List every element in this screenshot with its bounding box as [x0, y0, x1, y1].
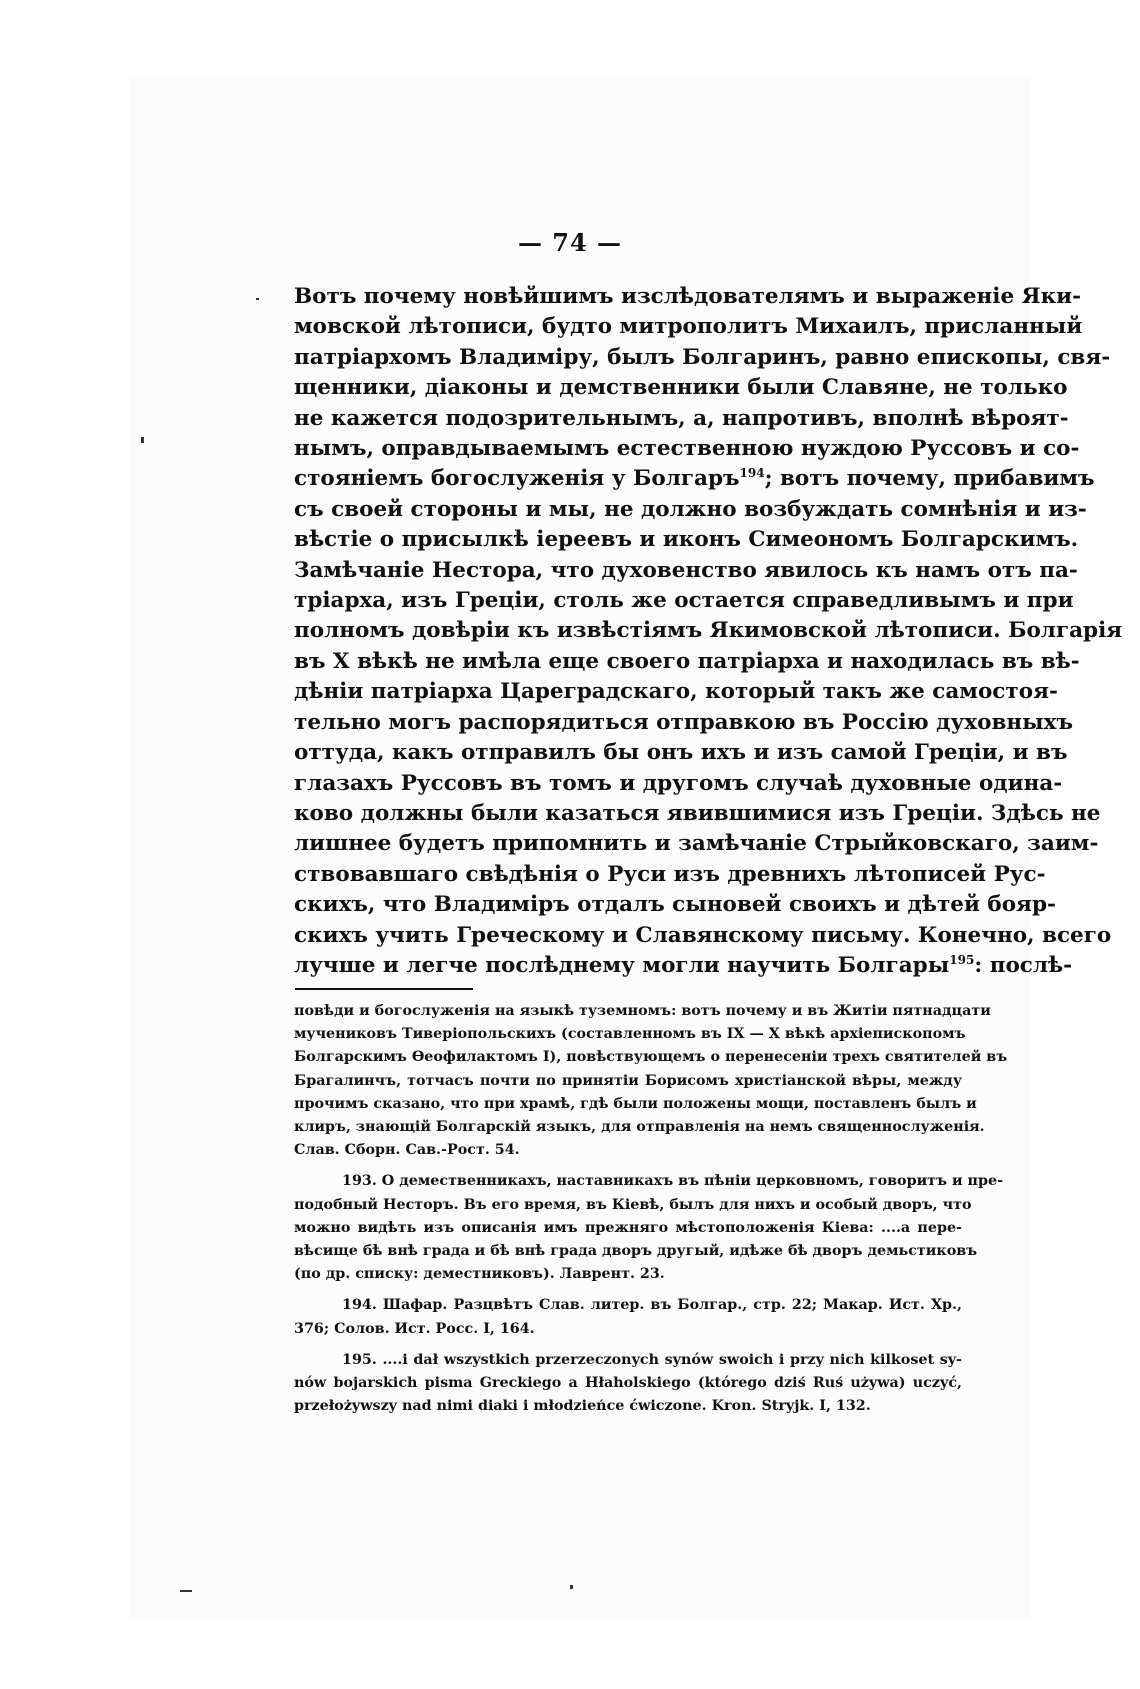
text-line: нымъ, оправдываемымъ естественною нуждою Руссовъ и со- — [294, 436, 1080, 462]
text-segment: ; вотъ почему, прибавимъ — [764, 466, 1095, 492]
text-segment: : — [974, 952, 990, 978]
scan-speck — [180, 1590, 192, 1592]
text-line: тріарха, изъ Греціи, столь же остается справедливымъ и при — [294, 588, 1074, 614]
scan-speck — [256, 298, 259, 300]
footnote-line: вѣсище бѣ внѣ града и бѣ внѣ града дворъ другый, идѣже бѣ дворъ демьстиковъ — [294, 1243, 978, 1260]
text-line: съ своей стороны и мы, не должно возбуждать сомнѣнія и из- — [294, 496, 1087, 522]
text-line: патріархомъ Владиміру, былъ Болгаринъ, равно епископы, свя- — [294, 344, 1111, 370]
text-line-with-footnote-ref — [294, 464, 1095, 494]
text-line: тельно могъ распорядиться отправкою въ Россію духовныхъ — [294, 709, 1073, 735]
footnote-line: 193. О демественникахъ, наставникахъ въ пѣніи церковномъ, говоритъ и пре- — [342, 1173, 1004, 1190]
footnote-line: мучениковъ Тивеpіопольскихъ (составленномъ въ IX — X вѣкѣ архіепископомъ — [294, 1026, 966, 1043]
text-line: щенники, діаконы и демственники были Славяне, не только — [294, 375, 1068, 401]
footnote-line: прочимъ сказано, что при храмѣ, гдѣ были положены мощи, поставленъ былъ и — [294, 1095, 977, 1112]
footnote-line: nów bojarskich pisma Greckiego a Hłaholskiego (którego dziś Ruś używa) uczyć, — [294, 1375, 962, 1392]
footnote-193 — [294, 1170, 1004, 1286]
footnotes — [294, 1000, 1008, 1426]
text-segment: лучше и легче послѣднему могли научить Болгары — [294, 952, 950, 978]
footnote-line: клиръ, знающій Болгарскій языкъ, для отправленія на немъ священнослуженія. — [294, 1119, 985, 1136]
text-line: скихъ, что Владиміръ отдалъ сыновей своихъ и дѣтей бояр- — [294, 892, 1056, 918]
scan-speck — [141, 437, 144, 443]
footnote-line: повѣди и богослуженія на языкѣ туземномъ: вотъ почему и въ Житіи пятнадцати — [294, 1003, 991, 1019]
text-line: Вотъ почему новѣйшимъ изслѣдователямъ и выраженіе Яки- — [294, 284, 1081, 309]
footnote-ref-195: 195 — [949, 952, 975, 967]
scan-speck — [570, 1585, 573, 1589]
footnote-192-continuation — [294, 1000, 1008, 1162]
text-line-with-footnote-ref — [294, 951, 1073, 981]
text-line: лишнее будетъ припомнить и замѣчаніе Стрыйковскаго, заим- — [294, 831, 1099, 857]
footnote-194 — [294, 1294, 962, 1340]
footnote-line: (по др. списку: деместниковъ). Лаврент. 23. — [294, 1266, 665, 1283]
text-line: скихъ учить Греческому и Славянскому письму. Конечно, всего — [294, 922, 1112, 948]
text-line: ково должны были казаться явившимися изъ Греціи. Здѣсь не — [294, 800, 1101, 826]
text-line: вѣстіе о присылкѣ іереевъ и иконъ Симеономъ Болгарскимъ. — [294, 527, 1079, 553]
text-line: Замѣчаніе Нестора, что духовенство явилось къ намъ отъ па- — [294, 557, 1078, 583]
main-text — [294, 282, 1123, 981]
footnote-line: можно видѣть изъ описанія имъ прежняго мѣстоположенія Кіева: ....а пере- — [294, 1219, 962, 1236]
page-number: — 74 — — [517, 228, 623, 257]
text-line: полномъ довѣріи къ извѣстіямъ Якимовской лѣтописи. Болгарія — [294, 618, 1123, 644]
text-line: не кажется подозрительнымъ, а, напротивъ, вполнѣ вѣроят- — [294, 405, 1069, 431]
footnote-195 — [294, 1349, 962, 1419]
text-line: оттуда, какъ отправилъ бы онъ ихъ и изъ самой Греціи, и въ — [294, 740, 1068, 766]
footnote-line: przełożywszy nad nimi diaki i młodzieńce ćwiczone. Kron. Stryjk. I, 132. — [294, 1398, 871, 1415]
footnote-line: Брагалинчъ, тотчасъ почти по принятіи Борисомъ христіанской вѣры, между — [294, 1072, 962, 1089]
footnote-line: 194. Шафар. Разцвѣтъ Слав. литер. въ Болгар., стр. 22; Макар. Ист. Хр., — [342, 1297, 962, 1314]
text-segment: послѣ- — [989, 952, 1073, 978]
footnote-line: Слав. Сборн. Сав.-Рост. 54. — [294, 1142, 520, 1159]
footnote-line: 376; Солов. Ист. Росс. I, 164. — [294, 1320, 535, 1337]
footnote-line: Болгарскимъ Ѳеофилактомъ I), повѣствующемъ о перенесеніи трехъ святителей въ — [294, 1049, 1008, 1066]
footnote-line: подобный Несторъ. Въ его время, въ Кіевѣ, былъ для нихъ и особый дворъ, что — [294, 1196, 972, 1213]
footnote-line: 195. ....i dał wszystkich przerzeczonych synów swoich i przy nich kilkoset sy- — [342, 1351, 962, 1368]
text-line: въ X вѣкѣ не имѣла еще своего патріарха и находилась въ вѣ- — [294, 648, 1080, 674]
text-line: дѣніи патріарха Цареградскаго, который такъ же самостоя- — [294, 679, 1058, 705]
text-segment: стояніемъ богослуженія у Болгаръ — [294, 466, 740, 492]
text-line: мовской лѣтописи, будто митрополитъ Михаилъ, присланный — [294, 314, 1083, 340]
text-line: глазахъ Руссовъ въ томъ и другомъ случаѣ духовные одина- — [294, 770, 1063, 796]
text-line: ствовавшаго свѣдѣнія о Руси изъ древнихъ лѣтописей Рус- — [294, 861, 1046, 887]
footnote-ref-194: 194 — [739, 466, 765, 481]
footnote-separator — [295, 988, 473, 990]
